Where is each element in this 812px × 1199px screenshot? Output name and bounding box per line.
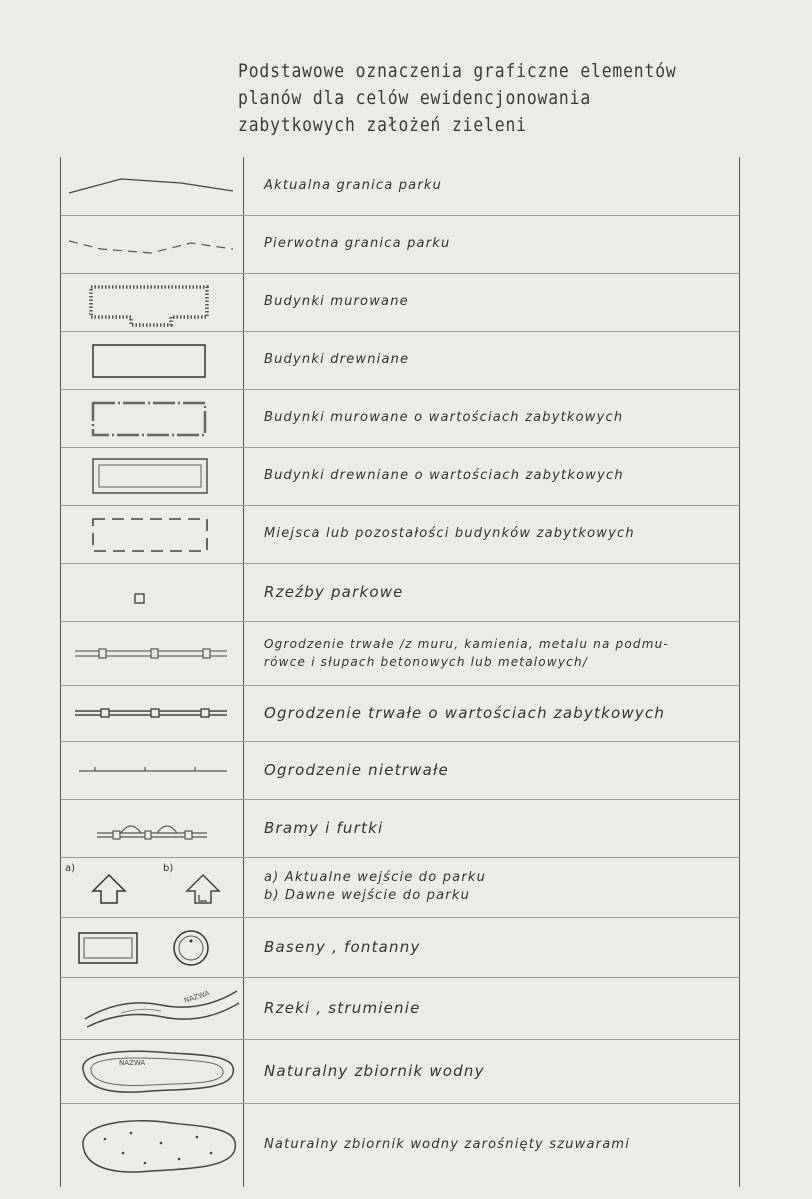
legend-row [61,685,739,742]
legend-row [61,799,739,858]
legend-description: Budynki murowane o wartościach zabytkowych [264,410,624,425]
pond-name-label: NAZWA [119,1059,146,1067]
legend-row [61,857,739,918]
title-line: Podstawowe oznaczenia graficzne elementów [238,60,677,82]
wooden-building-icon [61,331,243,389]
river-name-label: NAZWA [183,989,211,1005]
legend-description: Budynki murowane [264,294,409,309]
legend-row [61,1103,739,1187]
legend-row [61,215,739,274]
legend-description: Budynki drewniane [264,352,410,367]
legend-row [61,157,739,216]
sculpture-square-icon [61,563,243,621]
label-b: b) [163,863,174,874]
historic-wooden-building-icon [61,447,243,505]
masonry-building-icon [61,273,243,331]
legend-row [61,447,739,506]
pool-fountain-icon [61,917,243,977]
former-entrance-arrow [187,875,219,903]
legend-description: Bramy i furtki [264,819,384,837]
legend-description: Pierwotna granica parku [264,236,451,251]
legend-description: Baseny , fontanny [264,938,421,956]
solid-boundary-line-icon [61,157,243,215]
overgrown-pond-icon [61,1103,243,1187]
current-entrance-arrow [93,875,125,903]
legend-row [61,621,739,686]
legend-description: Ogrodzenie trwałe o wartościach zabytkowych [264,704,666,722]
building-remains-icon [61,505,243,563]
legend-description: Rzeki , strumienie [264,999,421,1017]
title-line: planów dla celów ewidencjonowania [238,87,592,109]
legend-description: Budynki drewniane o wartościach zabytkowych [264,468,624,483]
natural-pond-icon [61,1039,243,1103]
historic-fence-icon [61,685,243,741]
gate-icon [61,799,243,857]
legend-description: Aktualna granica parku [264,178,443,193]
historic-masonry-building-icon [61,389,243,447]
permanent-fence-icon [61,621,243,685]
title-line: zabytkowych założeń zieleni [238,114,527,136]
river-icon [61,977,243,1039]
legend-row [61,977,739,1040]
legend-description: Rzeźby parkowe [264,583,404,601]
legend-row [61,389,739,448]
legend-description: Naturalny zbiornik wodny [264,1062,485,1080]
legend-row [61,505,739,564]
legend-description: Ogrodzenie trwałe /z muru, kamienia, metalu na podmu- rówce i słupach betonowych lub metalowych/ [264,637,669,669]
legend-table [60,157,740,1187]
legend-row [61,741,739,800]
legend-description: a) Aktualne wejście do parku b) Dawne wejście do parku [264,870,487,903]
legend-description: Naturalny zbiornik wodny zarośnięty szuwarami [264,1137,631,1152]
legend-description: Ogrodzenie nietrwałe [264,761,449,779]
page-title [238,58,677,139]
legend-row [61,273,739,332]
label-a: a) [65,863,76,874]
legend-row [61,1039,739,1104]
entrance-arrows-icon [61,857,243,917]
legend-row [61,563,739,622]
temporary-fence-icon [61,741,243,799]
dashed-boundary-line-icon [61,215,243,273]
legend-description: Miejsca lub pozostałości budynków zabytkowych [264,526,635,541]
legend-row [61,917,739,978]
legend-row [61,331,739,390]
